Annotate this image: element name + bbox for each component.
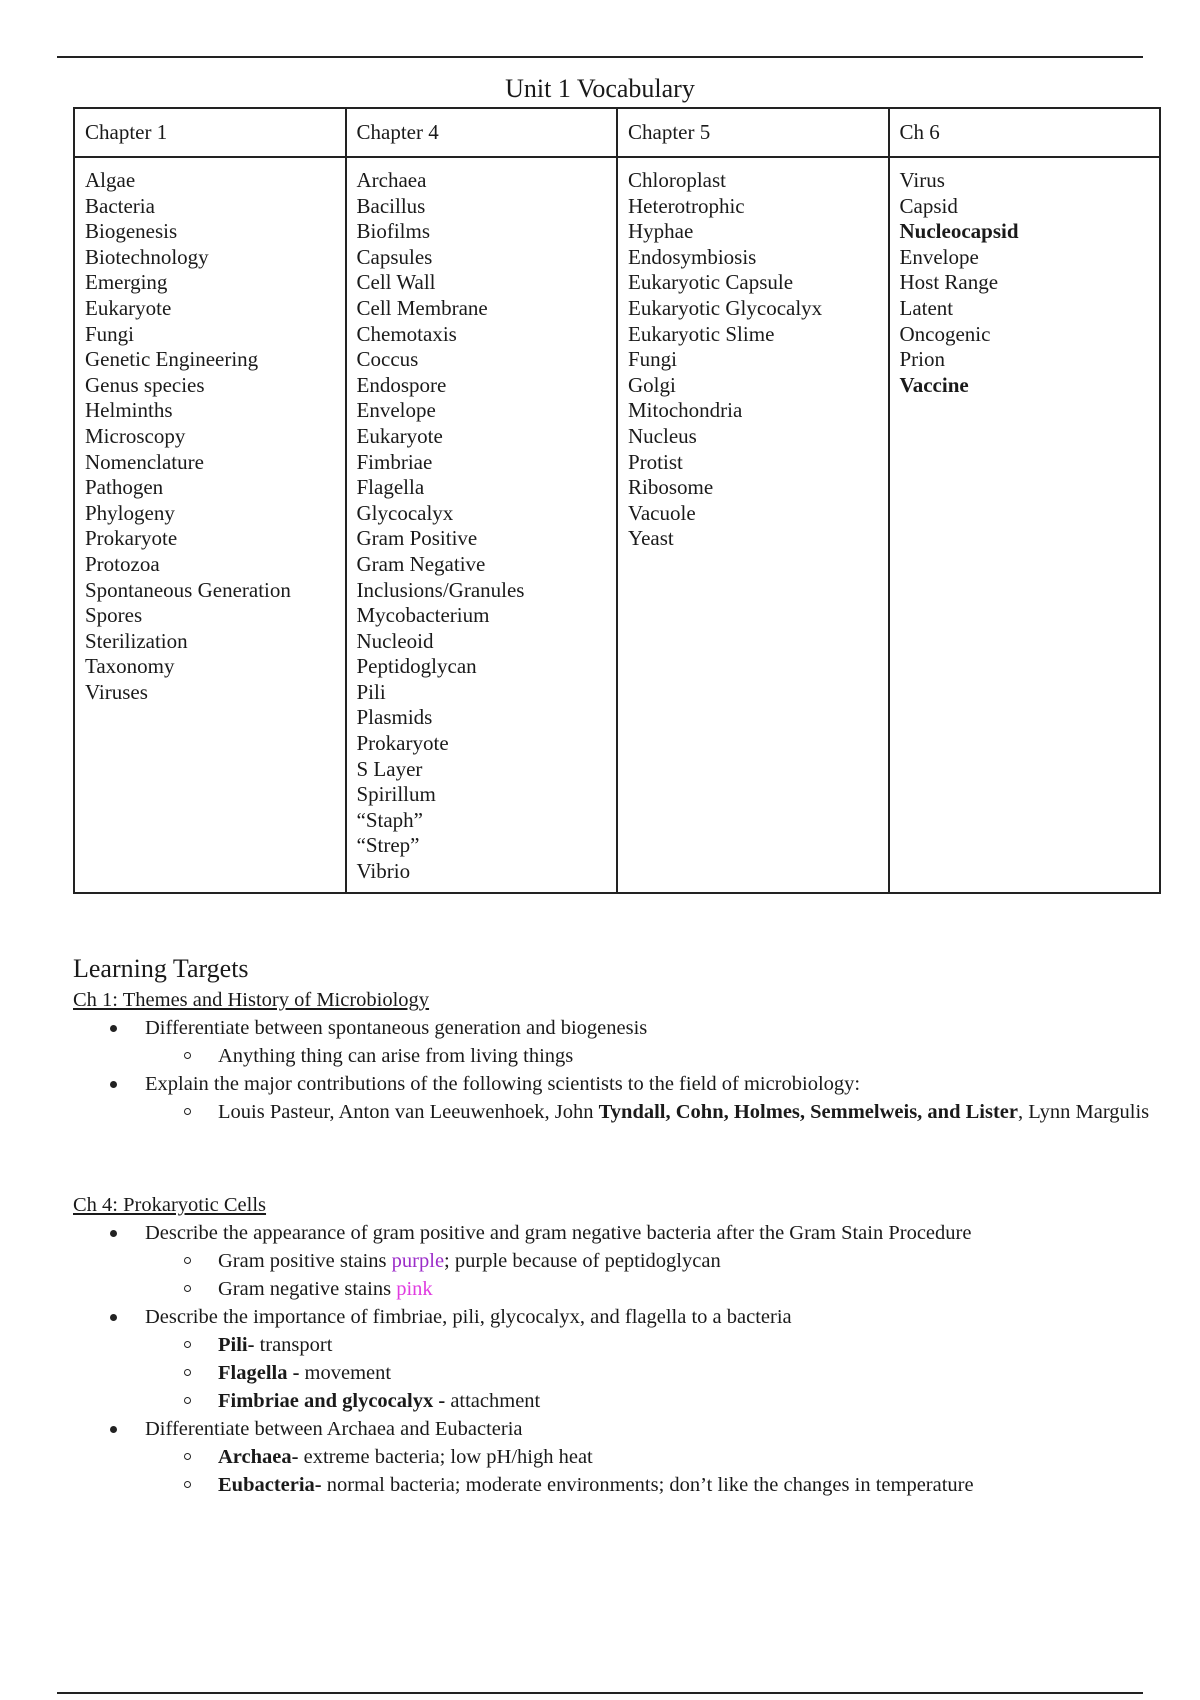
sub-bullet-item [73,1443,1153,1471]
term-cell-chapter-4 [346,157,618,893]
term-list-ch-6 [900,168,1150,398]
vocab-term: “Staph” [356,807,423,832]
term-bold: Flagella - [218,1362,300,1384]
learning-targets-heading: Learning Targets [73,954,249,983]
vocab-term: Nucleocapsid [899,219,1019,244]
vocab-term: Eukaryote [85,295,172,320]
text: extreme bacteria; low pH/high heat [298,1446,593,1468]
vocab-term: S Layer [356,756,423,781]
vocab-term: Prokaryote [85,526,178,551]
term-list-chapter-1 [85,168,335,705]
vocab-term: Nucleus [628,423,697,448]
vocab-term: Chemotaxis [356,321,457,346]
scientists-text: Louis Pasteur, Anton van Leeuwenhoek, John [218,1101,599,1123]
vocab-term: Helminths [85,398,173,423]
vocabulary-terms-row [74,157,1160,893]
vocabulary-table [73,107,1161,894]
vocab-term: Capsid [899,193,958,218]
vocab-term: Taxonomy [85,654,175,679]
sub-bullet-item [73,1098,1153,1126]
text: transport [254,1334,333,1356]
vocab-term: Phylogeny [85,500,175,525]
vocab-term: Spirillum [356,782,436,807]
section-title-ch4: Ch 4: Prokaryotic Cells [73,1194,267,1216]
vocab-term: Vaccine [899,372,969,397]
term-cell-chapter-1 [74,157,346,893]
vocab-term: Pili [356,679,386,704]
vocab-term: Cell Wall [356,270,436,295]
vocab-term: Ribosome [628,475,714,500]
vocab-term: Vacuole [628,500,696,525]
text: ; purple because of peptidoglycan [444,1250,721,1272]
scientists-bold: Tyndall, Cohn, Holmes, Semmelweis, and Lister [598,1101,1018,1123]
vocab-term: Fungi [85,321,135,346]
vocab-term: Eukaryotic Capsule [628,270,794,295]
vocab-term: Chloroplast [628,168,726,192]
purple-word: purple [391,1250,445,1272]
vocab-term: Envelope [356,398,436,423]
vocab-term: Vibrio [356,859,411,884]
vocab-term: Envelope [899,244,979,269]
term-cell-chapter-5 [617,157,889,893]
text: normal bacteria; moderate environments; don’t like the changes in temperature [321,1474,974,1496]
vocab-term: Biotechnology [85,244,209,269]
page-title: Unit 1 Vocabulary [505,74,695,103]
term-bold: Archaea- [218,1446,299,1468]
vocab-term: Flagella [356,475,425,500]
text: Gram negative stains [218,1278,397,1300]
vocab-term: Mycobacterium [356,603,490,628]
vocab-term: Eukaryotic Glycocalyx [628,295,823,320]
section-title-ch1: Ch 1: Themes and History of Microbiology [73,989,430,1011]
sub-bullet-item: Anything thing can arise from living things [73,1042,1153,1070]
vocab-term: Protist [628,449,683,474]
vocab-term: Hyphae [628,219,694,244]
vocab-term: Mitochondria [628,398,743,423]
vocab-term: Capsules [356,244,433,269]
vocab-term: Nomenclature [85,449,204,474]
vocab-term: Oncogenic [899,321,991,346]
vocab-term: Endosymbiosis [628,244,757,269]
vocab-term: Plasmids [356,705,433,730]
vocab-term: Glycocalyx [356,500,454,525]
sub-bullet-item [73,1387,1153,1415]
vocab-term: Genetic Engineering [85,347,259,372]
vocab-term: Microscopy [85,423,186,448]
vocab-term: Biofilms [356,219,431,244]
column-header-ch-6: Ch 6 [889,108,1161,157]
vocab-term: Prion [899,347,946,372]
vocab-term: Yeast [628,526,674,551]
term-list-chapter-5 [628,168,878,552]
column-header-chapter-5: Chapter 5 [617,108,889,157]
column-header-chapter-1: Chapter 1 [74,108,346,157]
text: movement [299,1362,392,1384]
vocab-term: Nucleoid [356,628,434,653]
scientists-text-end: , Lynn Margulis [1017,1101,1150,1123]
vocab-term: Gram Negative [356,551,486,576]
vocab-term: Algae [85,168,136,192]
vocab-term: Golgi [628,372,676,397]
vocab-term: Endospore [356,372,447,397]
vocab-term: Virus [899,168,945,192]
vocab-term: Pathogen [85,475,164,500]
bullet-item: Describe the importance of fimbriae, pili, glycocalyx, and flagella to a bacteria [73,1303,1153,1331]
vocab-term: Emerging [85,270,168,295]
vocab-term: Latent [899,295,954,320]
term-list-chapter-4 [357,168,607,885]
vocab-term: Eukaryotic Slime [628,321,775,346]
vocab-term: Spores [85,603,143,628]
vocab-term: Protozoa [85,551,160,576]
section-ch1 [73,986,1153,1126]
vocab-term: Fimbriae [356,449,433,474]
vocab-term: Coccus [356,347,419,372]
vocab-term: Archaea [356,168,427,192]
vocab-term: Inclusions/Granules [356,577,525,602]
top-rule [57,56,1143,58]
vocab-term: Bacteria [85,193,155,218]
section-ch4 [73,1191,1153,1499]
text: Gram positive stains [218,1250,392,1272]
vocab-term: Cell Membrane [356,295,488,320]
vocab-term: “Strep” [356,833,420,858]
vocab-term: Fungi [628,347,678,372]
vocabulary-header-row [74,108,1160,157]
bottom-rule [57,1692,1143,1694]
sub-bullet-item [73,1247,1153,1275]
vocab-term: Peptidoglycan [356,654,477,679]
vocab-term: Eukaryote [356,423,443,448]
vocab-term: Gram Positive [356,526,478,551]
term-bold: Eubacteria- [218,1474,322,1496]
term-bold: Pili- [218,1334,255,1356]
bullet-item: Describe the appearance of gram positive and gram negative bacteria after the Gram Stain Procedure [73,1219,1153,1247]
text: attachment [445,1390,541,1412]
vocab-term: Genus species [85,372,205,397]
vocab-term: Heterotrophic [628,193,745,218]
bullet-item: Differentiate between Archaea and Eubacteria [73,1415,1153,1443]
term-bold: Fimbriae and glycocalyx - [218,1390,446,1412]
bullet-item: Explain the major contributions of the following scientists to the field of microbiology: [73,1070,1153,1098]
vocab-term: Sterilization [85,628,188,653]
vocab-term: Viruses [85,679,148,704]
term-cell-ch-6 [889,157,1161,893]
vocab-term: Host Range [899,270,999,295]
sub-bullet-item [73,1359,1153,1387]
sub-bullet-item [73,1331,1153,1359]
sub-bullet-item [73,1275,1153,1303]
vocab-term: Spontaneous Generation [85,577,291,602]
column-header-chapter-4: Chapter 4 [346,108,618,157]
vocab-term: Prokaryote [356,731,449,756]
pink-word: pink [396,1278,433,1300]
sub-bullet-item [73,1471,1153,1499]
vocab-term: Bacillus [356,193,426,218]
bullet-item: Differentiate between spontaneous generation and biogenesis [73,1014,1153,1042]
vocab-term: Biogenesis [85,219,178,244]
